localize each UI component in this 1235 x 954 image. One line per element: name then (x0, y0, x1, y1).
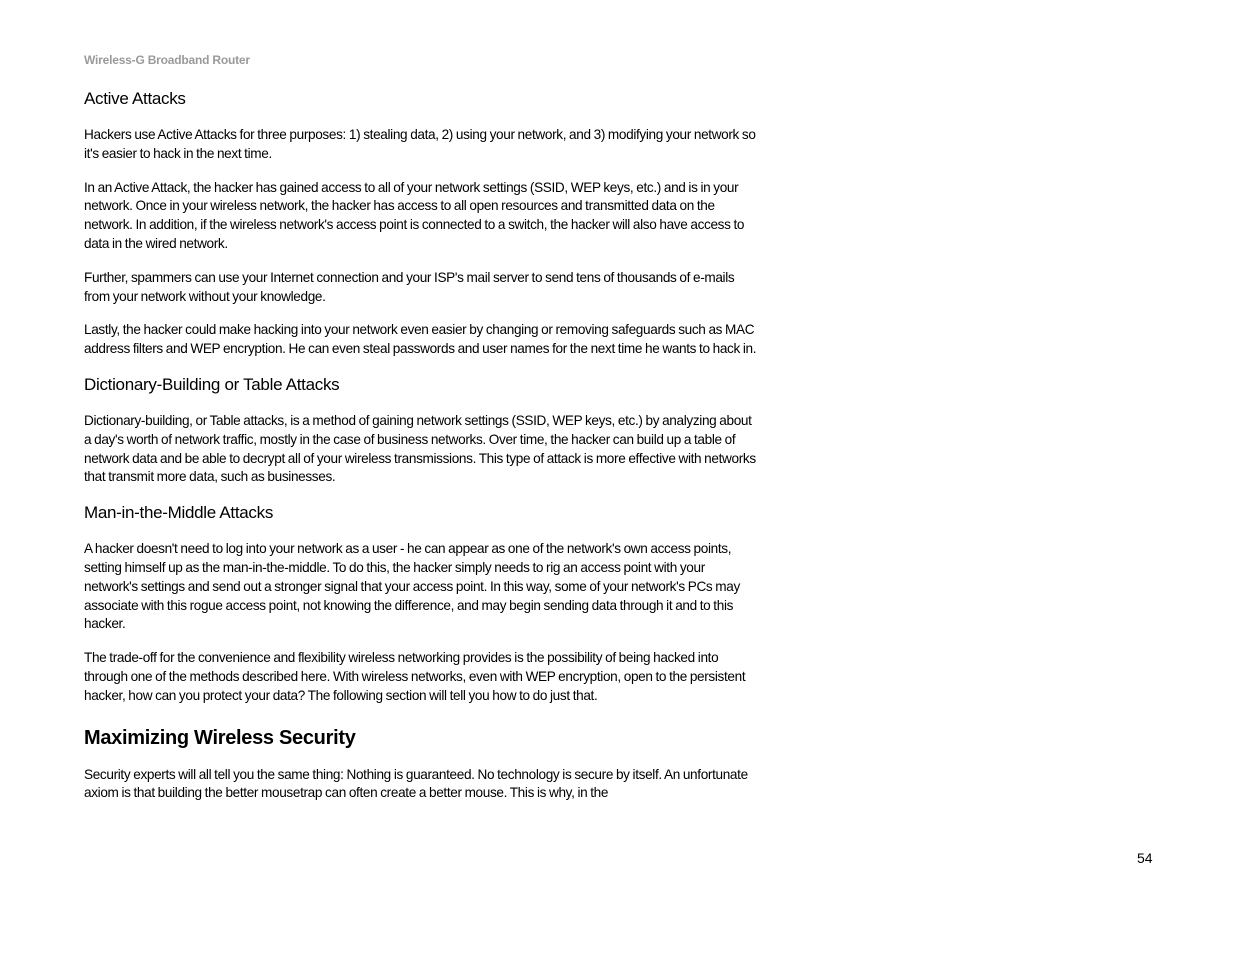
page-content (84, 88, 760, 818)
paragraph: Hackers use Active Attacks for three purposes: 1) stealing data, 2) using your network, and 3) modifying your network so it's easier to hack in the next time. (84, 127, 756, 161)
paragraph: Further, spammers can use your Internet connection and your ISP's mail server to send tens of thousands of e-mails from your network without your knowledge. (84, 269, 735, 304)
section-heading-dictionary-attacks: Dictionary-Building or Table Attacks (84, 374, 340, 394)
paragraph: Lastly, the hacker could make hacking into your network even easier by changing or removing safeguards such as MAC address filters and WEP encryption. He can even steal passwords and user names for the next time he wants to hack in. (84, 322, 757, 357)
paragraph: Dictionary-building, or Table attacks, is a method of gaining network settings (SSID, WEP keys, etc.) by analyzing about a day's worth of network traffic, mostly in the case of business networks. Over time, the hacker can build up a table of network data and be able to decrypt all of your wireless transmissions. This type of attack is more effective with networks that transmit more data, such as businesses. (84, 412, 756, 485)
paragraph: A hacker doesn't need to log into your network as a user - he can appear as one of the network's own access points, setting himself up as the man-in-the-middle. To do this, the hacker simply needs to rig an access point with your network's settings and send out a stronger signal that your access point. In this way, some of your network's PCs may associate with this rogue access point, not knowing the difference, and may begin sending data through it and to this hacker. (84, 541, 740, 632)
page-header: Wireless-G Broadband Router (84, 53, 250, 67)
page-number: 54 (1137, 850, 1153, 866)
main-heading-maximizing-security: Maximizing Wireless Security (84, 726, 356, 749)
section-heading-mitm-attacks: Man-in-the-Middle Attacks (84, 503, 274, 523)
paragraph: The trade-off for the convenience and flexibility wireless networking provides is the possibility of being hacked into through one of the methods described here. With wireless networks, even with WEP encryption, open to the persistent hacker, how can you protect your data? The following section will tell you how to do just that. (84, 650, 746, 703)
paragraph: Security experts will all tell you the same thing: Nothing is guaranteed. No technology is secure by itself. An unfortunate axiom is that building the better mousetrap can often create a better mouse. This is why, in the (84, 766, 748, 801)
section-heading-active-attacks: Active Attacks (84, 89, 186, 108)
paragraph: In an Active Attack, the hacker has gained access to all of your network settings (SSID, WEP keys, etc.) and is in your network. Once in your wireless network, the hacker has access to all open resources and transmitted data on the network. In addition, if the wireless network's access point is connected to a switch, the hacker will also have access to data in the wired network. (84, 179, 745, 251)
